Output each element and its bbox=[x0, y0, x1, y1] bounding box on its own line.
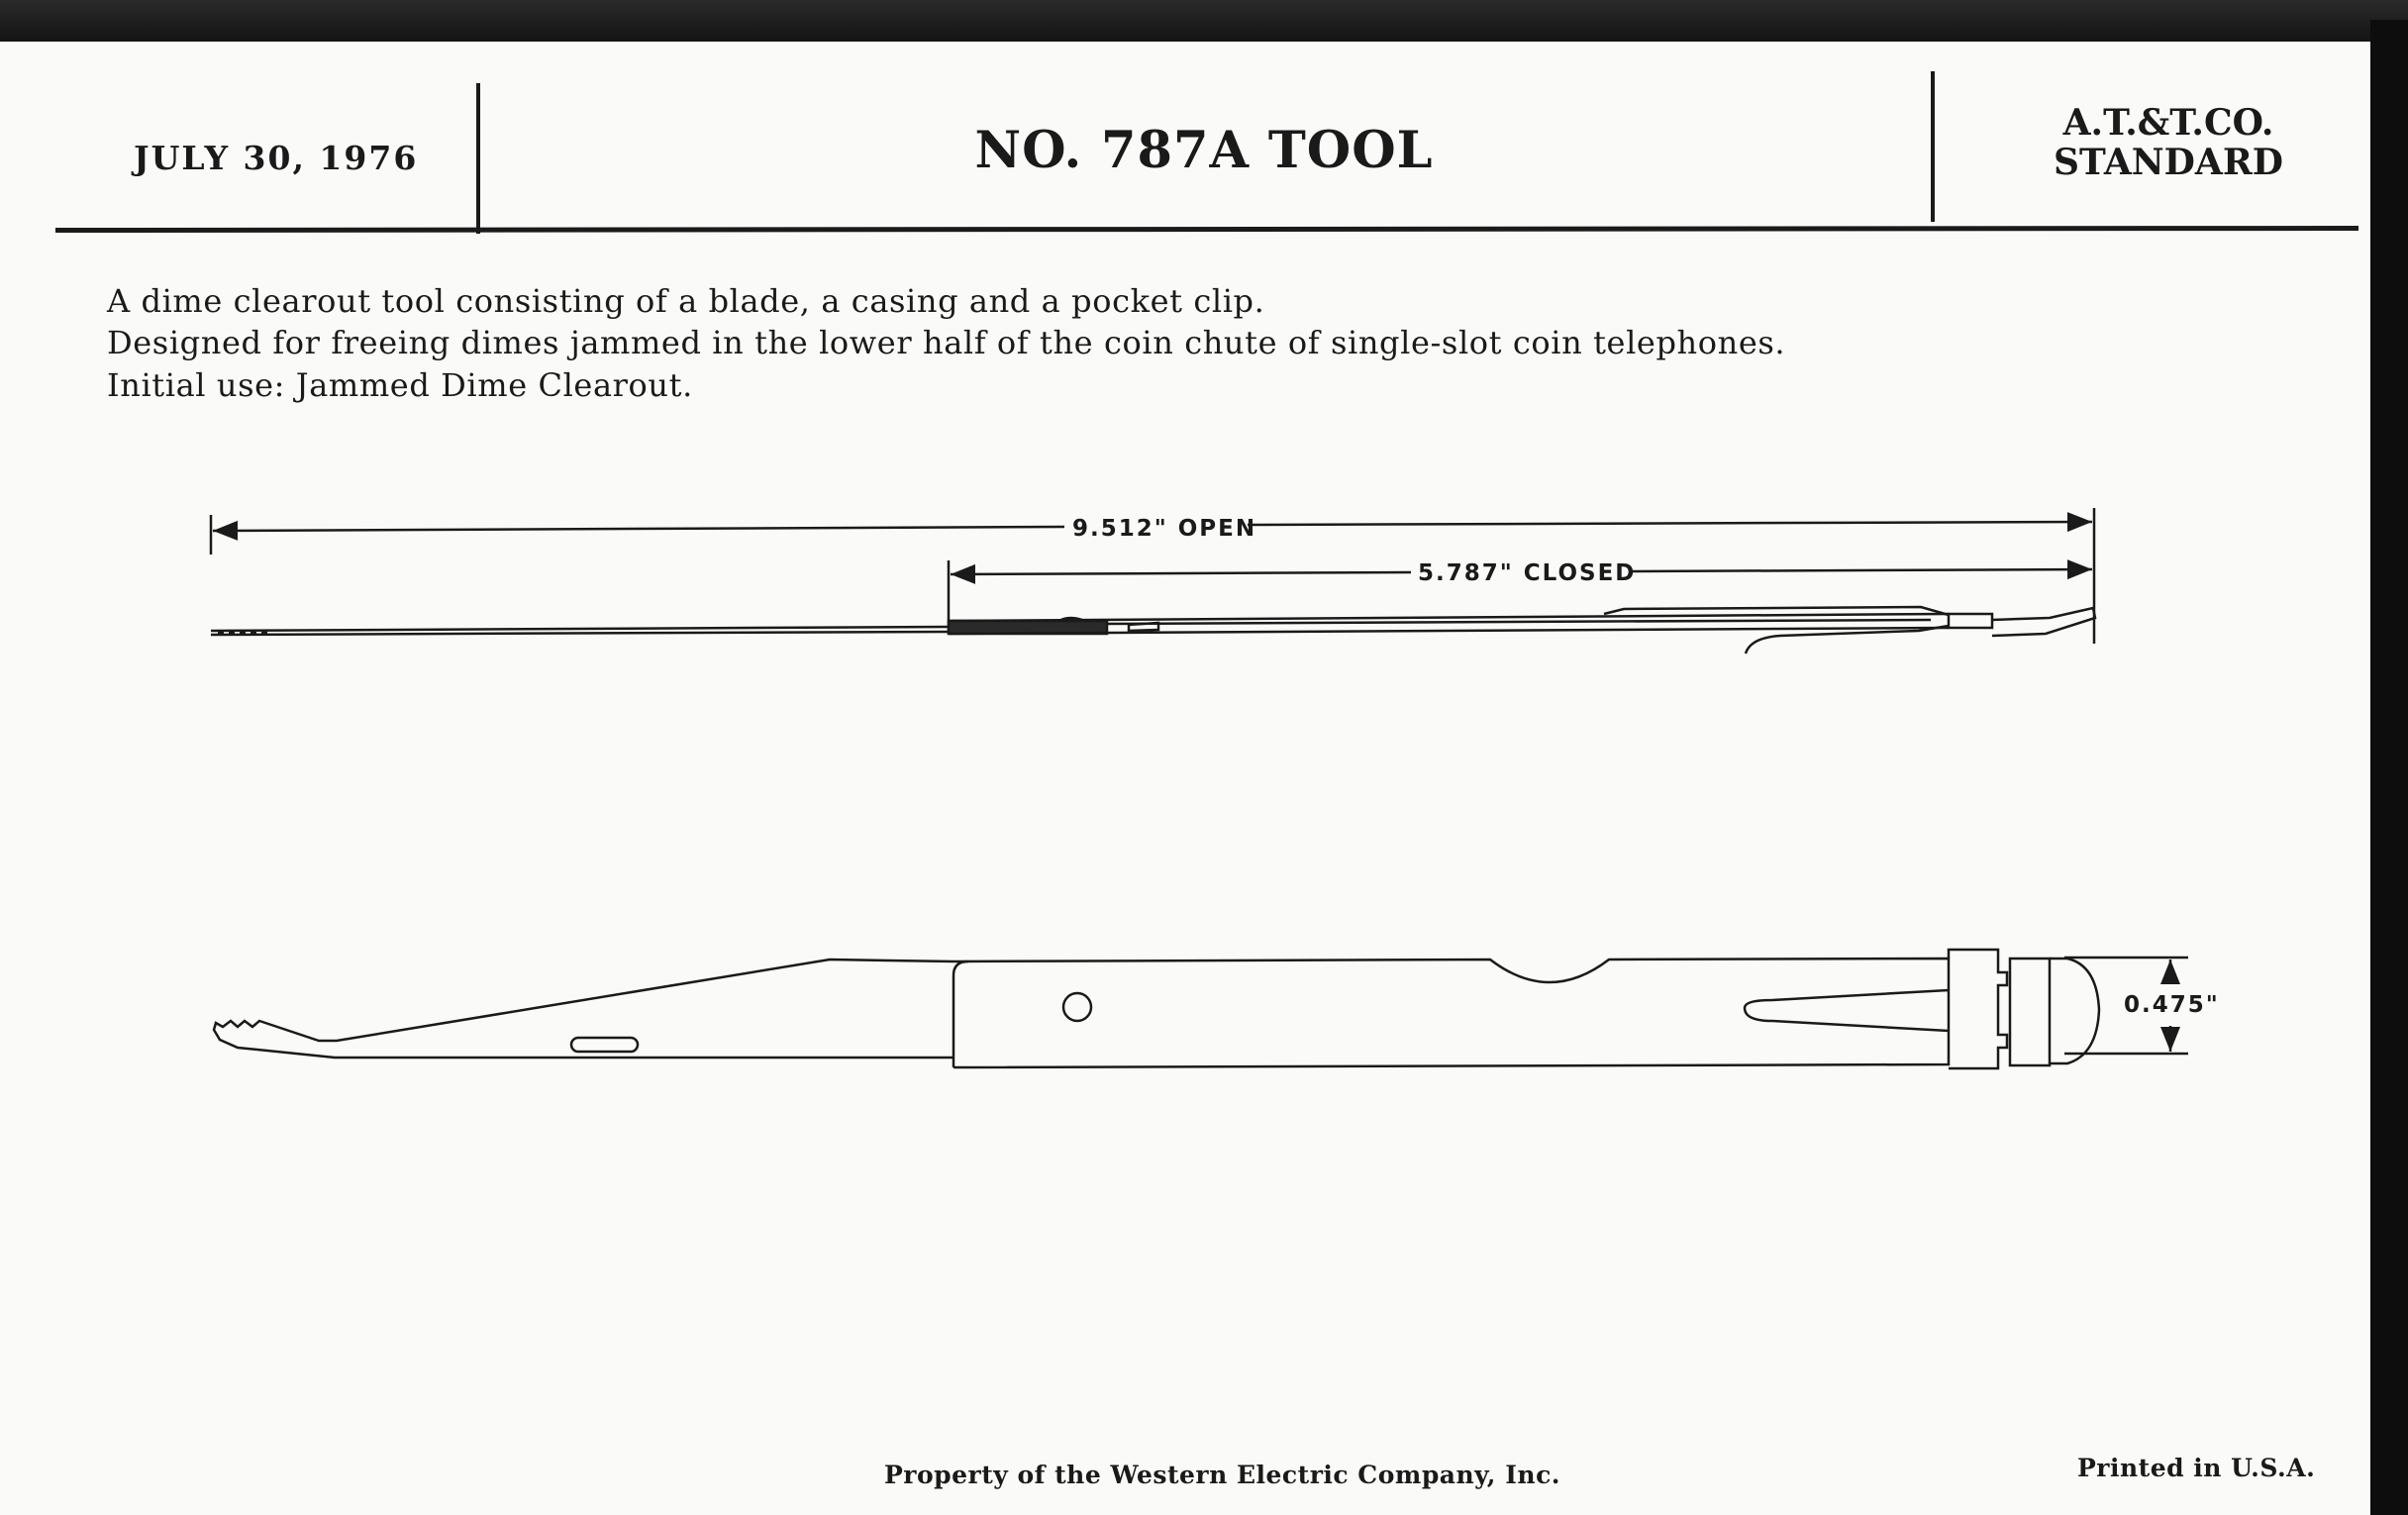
open-dimension-label: 9.512" OPEN bbox=[1072, 516, 1257, 542]
standard-label-line1: A.T.&T.CO. bbox=[2062, 102, 2274, 144]
header-date: JULY 30, 1976 bbox=[134, 139, 419, 177]
footer-property: Property of the Western Electric Company, Inc. bbox=[884, 1461, 1561, 1489]
standard-label-line2: STANDARD bbox=[2054, 142, 2283, 183]
tool-front-view bbox=[214, 950, 2099, 1068]
description-line-2: Designed for freeing dimes jammed in the lower half of the coin chute of single-slot coin telephones. bbox=[107, 324, 1786, 361]
closed-dimension-label: 5.787" CLOSED bbox=[1418, 560, 1637, 586]
description-line-1: A dime clearout tool consisting of a blade, a casing and a pocket clip. bbox=[107, 282, 1265, 320]
tool-top-view bbox=[211, 607, 2095, 654]
page-title: NO. 787A TOOL bbox=[974, 121, 1434, 180]
width-dimension-label: 0.475" bbox=[2124, 992, 2220, 1018]
description-line-3: Initial use: Jammed Dime Clearout. bbox=[107, 366, 693, 404]
footer-printed: Printed in U.S.A. bbox=[2077, 1454, 2316, 1482]
